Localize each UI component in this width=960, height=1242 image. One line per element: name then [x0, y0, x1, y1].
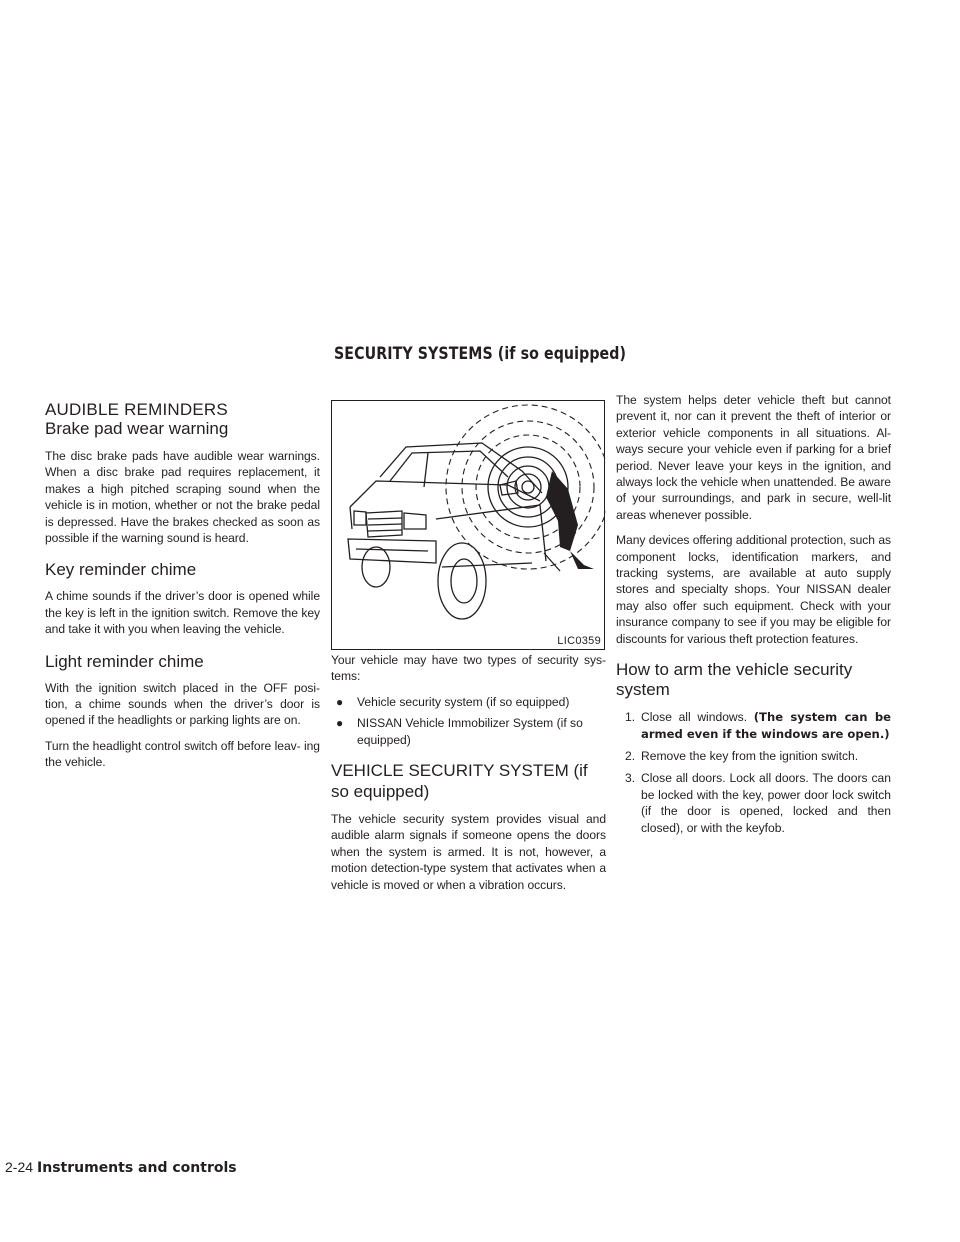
list-item: 2. Remove the key from the ignition switch.: [625, 748, 859, 763]
bullet-icon: ●: [336, 694, 344, 709]
list-item: 1. Close all windows. (The system can be armed even if the windows are open.): [625, 710, 892, 741]
list-item: 3. Close all doors. Lock all doors. The doors can be locked with the key, power door lock switch (if the door is opened, locked and then closed), or with the keyfob.: [625, 771, 891, 835]
heading-vehicle-security-system: VEHICLE SECURITY SYSTEM (if so equipped): [331, 761, 588, 802]
heading-audible-reminders: AUDIBLE REMINDERS: [45, 400, 228, 419]
column-left: [45, 400, 320, 780]
vehicle-illustration: [332, 401, 606, 651]
devices-text: Many devices offering additional protection, such as component locks, identification markers, and tracking systems, are available at auto supply stores and specialty shops. Your NISSAN dealer may also offer such equipment. Check with your insurance company to see if you may be eligible for discounts for various theft protection features.: [616, 533, 891, 646]
heading-how-to-arm: How to arm the vehicle security system: [616, 660, 853, 700]
page-number: 2-24: [5, 1159, 34, 1175]
vehicle-security-figure: [331, 400, 605, 650]
security-types-intro: Your vehicle may have two types of security sys- tems:: [331, 653, 606, 684]
deter-theft-text: The system helps deter vehicle theft but cannot prevent it, nor can it prevent the theft of interior or exterior vehicle components in all situations. Al- ways secure your vehicle even if parking for a brief period. Never leave your keys in the ignition, and always lock the vehicle when unattended. Be aware of your surroundings, and park in secure, well-lit areas whenever possible.: [616, 393, 891, 522]
heading-light-reminder: Light reminder chime: [45, 651, 204, 671]
footer-section: Instruments and controls: [37, 1160, 237, 1176]
heading-brake-pad-warning: Brake pad wear warning: [45, 419, 229, 438]
heading-key-reminder: Key reminder chime: [45, 560, 197, 580]
brake-pad-text: The disc brake pads have audible wear warnings. When a disc brake pad requires replacement, it makes a high pitched scraping sound when the vehicle is in motion, whether or not the brake pedal is depressed. Have the brakes checked as soon as possible if the warning sound is heard.: [45, 449, 320, 546]
column-right: [616, 392, 891, 842]
vehicle-security-text: The vehicle security system provides visual and audible alarm signals if someone opens the doors when the system is armed. It is not, however, a motion detection-type system that activates when a vehicle is moved or when a vibration occurs.: [331, 812, 606, 892]
list-item: ● NISSAN Vehicle Immobilizer System (if so equipped): [336, 716, 583, 747]
page-footer: [5, 1159, 237, 1176]
light-reminder-text-2: Turn the headlight control switch off before leav- ing the vehicle.: [45, 738, 320, 770]
key-reminder-text: A chime sounds if the driver’s door is opened while the key is left in the ignition switch. Remove the key and take it with you when leaving the vehicle.: [45, 589, 320, 637]
column-middle: [331, 400, 606, 902]
security-types-list: [331, 694, 606, 748]
list-item: ● Vehicle security system (if so equipped): [336, 694, 570, 709]
light-reminder-text-1: With the ignition switch placed in the OFF posi- tion, a chime sounds when the driver’s door is opened if the headlights or parking lights are on.: [45, 680, 320, 728]
bullet-icon: ●: [336, 716, 344, 731]
section-banner: SECURITY SYSTEMS (if so equipped): [334, 344, 627, 363]
arm-steps-list: [616, 709, 891, 836]
figure-label: LIC0359: [557, 635, 601, 647]
